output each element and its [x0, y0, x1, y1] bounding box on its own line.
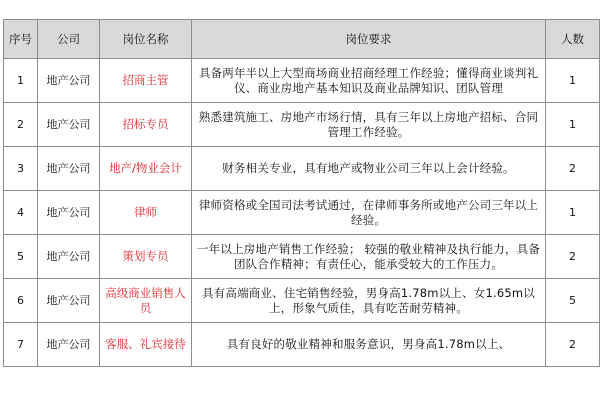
header-company: 公司: [38, 20, 100, 59]
table-header-row: [4, 20, 600, 59]
row-company: 地产公司: [38, 235, 100, 279]
row-company: 地产公司: [38, 323, 100, 367]
row-count: 1: [546, 59, 600, 103]
row-count: 1: [546, 103, 600, 147]
row-title: 客服、礼宾接待: [100, 323, 192, 367]
table-row: [4, 235, 600, 279]
row-seq: 7: [4, 323, 38, 367]
row-count: 2: [546, 147, 600, 191]
row-seq: 5: [4, 235, 38, 279]
row-title: 策划专员: [100, 235, 192, 279]
header-count: 人数: [546, 20, 600, 59]
row-requirement: 具有良好的敬业精神和服务意识，男身高1.78m以上、: [192, 323, 546, 367]
row-count: 1: [546, 191, 600, 235]
row-title: 律师: [100, 191, 192, 235]
row-title: 招标专员: [100, 103, 192, 147]
row-seq: 3: [4, 147, 38, 191]
row-count: 2: [546, 323, 600, 367]
table-row: [4, 323, 600, 367]
row-company: 地产公司: [38, 59, 100, 103]
row-count: 2: [546, 235, 600, 279]
row-seq: 1: [4, 59, 38, 103]
row-seq: 4: [4, 191, 38, 235]
table-row: [4, 279, 600, 323]
table-row: [4, 103, 600, 147]
row-requirement: 财务相关专业，具有地产或物业公司三年以上会计经验。: [192, 147, 546, 191]
row-seq: 6: [4, 279, 38, 323]
row-count: 5: [546, 279, 600, 323]
table-row: [4, 191, 600, 235]
row-requirement: 一年以上房地产销售工作经验； 较强的敬业精神及执行能力，具备团队合作精神；有责任心，能承受较大的工作压力。: [192, 235, 546, 279]
row-seq: 2: [4, 103, 38, 147]
row-requirement: 律师资格或全国司法考试通过，在律师事务所或地产公司三年以上经验。: [192, 191, 546, 235]
row-company: 地产公司: [38, 191, 100, 235]
header-seq: 序号: [4, 20, 38, 59]
row-company: 地产公司: [38, 279, 100, 323]
row-title: 高级商业销售人员: [100, 279, 192, 323]
row-title: 招商主管: [100, 59, 192, 103]
row-title: 地产/物业会计: [100, 147, 192, 191]
row-requirement: 具备两年半以上大型商场商业招商经理工作经验；懂得商业谈判礼仪、商业房地产基本知识及商业品牌知识、团队管理: [192, 59, 546, 103]
table-row: [4, 147, 600, 191]
row-requirement: 具有高端商业、住宅销售经验，男身高1.78m以上、女1.65m以上，形象气质佳，具有吃苦耐劳精神。: [192, 279, 546, 323]
header-title: 岗位名称: [100, 20, 192, 59]
row-requirement: 熟悉建筑施工、房地产市场行情，具有三年以上房地产招标、合同管理工作经验。: [192, 103, 546, 147]
table-row: [4, 59, 600, 103]
row-company: 地产公司: [38, 147, 100, 191]
row-company: 地产公司: [38, 103, 100, 147]
job-table: [3, 19, 600, 367]
header-requirement: 岗位要求: [192, 20, 546, 59]
